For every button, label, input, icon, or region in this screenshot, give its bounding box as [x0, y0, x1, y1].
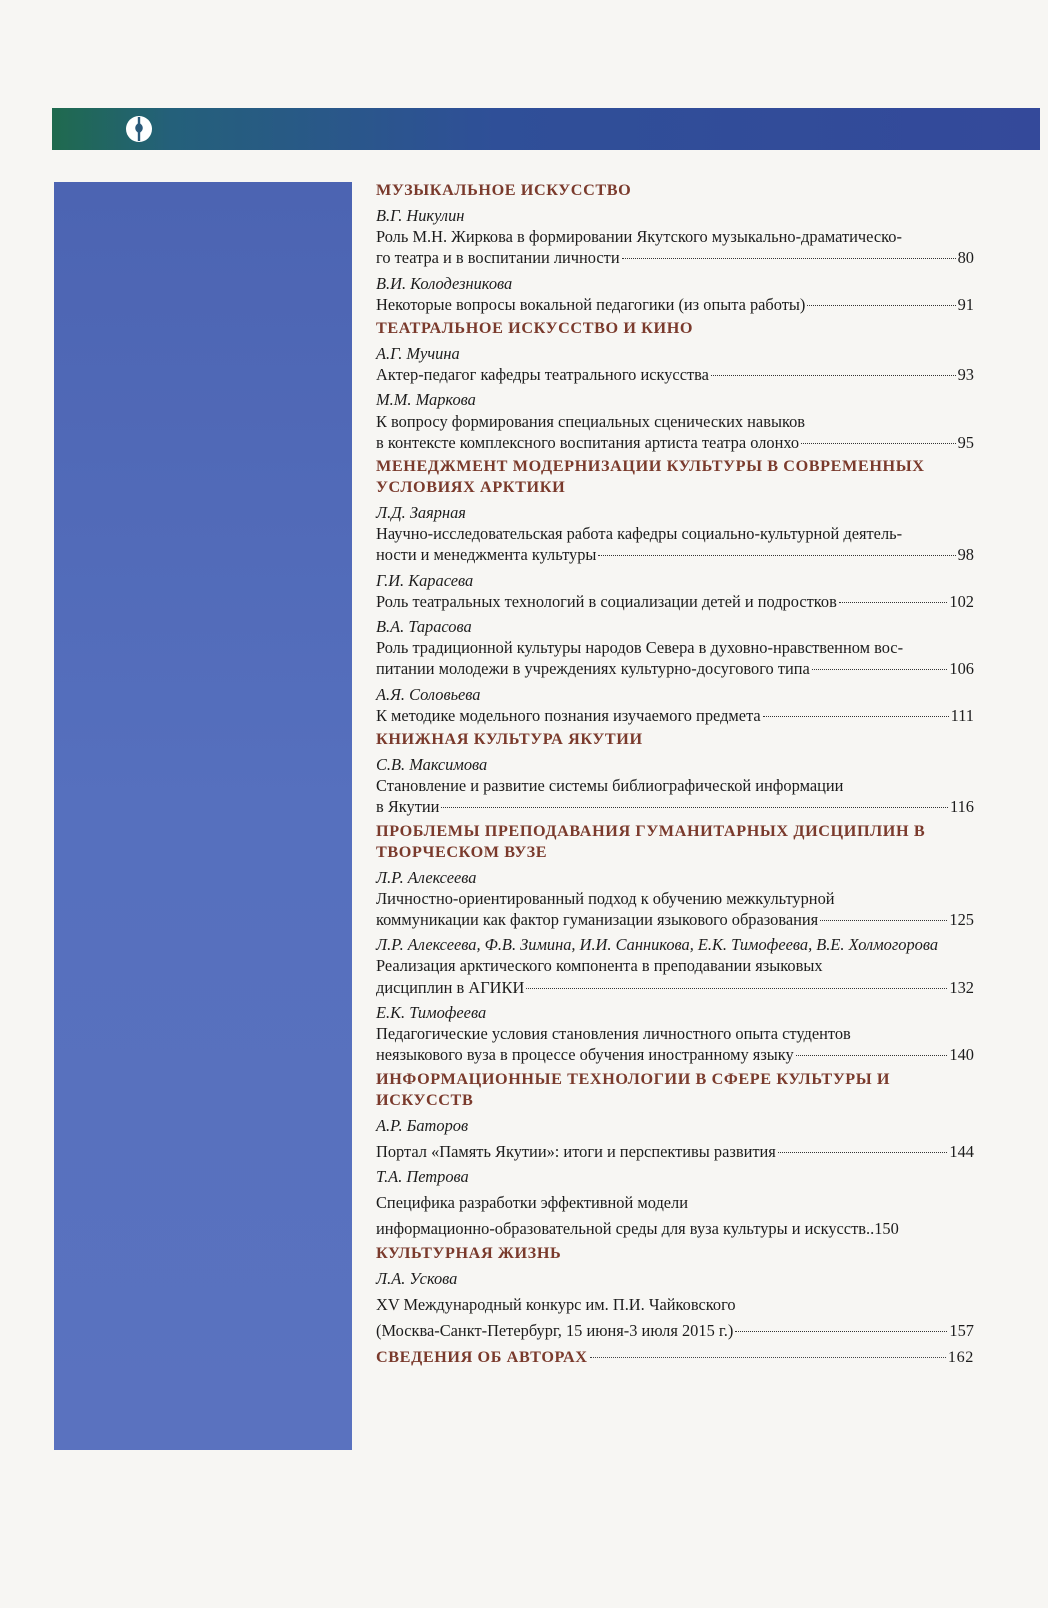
- dot-leader: [763, 716, 949, 717]
- page-number: 93: [957, 365, 974, 385]
- page-number: 102: [949, 591, 974, 611]
- toc-entry: [376, 616, 974, 680]
- page-number: 162: [947, 1348, 974, 1367]
- entry-title-last-line: [376, 247, 974, 268]
- toc-entry: [376, 343, 974, 385]
- entry-author: А.Р. Баторов: [376, 1115, 469, 1135]
- entry-title-last-line: [376, 432, 974, 453]
- dot-leader: [622, 258, 956, 259]
- dot-leader: [711, 375, 956, 376]
- entry-author: А.Я. Соловьева: [376, 684, 481, 704]
- entry-title-line: К вопросу формирования специальных сценических навыков: [376, 411, 806, 431]
- page-number: 91: [957, 294, 974, 314]
- entry-title-text: К методике модельного познания изучаемого предмета: [376, 705, 761, 725]
- section-heading: МУЗЫКАЛЬНОЕ ИСКУССТВО: [376, 181, 632, 199]
- page-number: 95: [957, 432, 974, 452]
- entry-title-text: (Москва-Санкт-Петербург, 15 июня-3 июля 2015 г.): [376, 1320, 734, 1340]
- entry-author: Л.Р. Алексеева: [376, 867, 477, 887]
- entry-title-text: информационно-образовательной среды для вуза культуры и искусств..: [376, 1219, 875, 1239]
- entry-title-last-line: [376, 1044, 974, 1065]
- toc-entry: [376, 1115, 974, 1162]
- entry-title-text: ности и менеджмента культуры: [376, 545, 597, 565]
- entry-title-line: Специфика разработки эффективной модели: [376, 1193, 689, 1213]
- page-number: 106: [949, 659, 974, 679]
- entry-title-last-line: [376, 544, 974, 565]
- entry-title-text: Некоторые вопросы вокальной педагогики (из опыта работы): [376, 294, 806, 314]
- dot-leader: [820, 920, 947, 921]
- entry-title-last-line: [376, 977, 974, 998]
- dot-leader: [598, 555, 955, 556]
- page-number: 111: [950, 705, 974, 725]
- dot-leader: [812, 669, 948, 670]
- entry-author: Л.Р. Алексеева, Ф.В. Зимина, И.И. Санникова, Е.К. Тимофеева, В.Е. Холмогорова: [376, 935, 939, 955]
- entry-author: Л.А. Ускова: [376, 1268, 458, 1288]
- entry-title-line: Роль М.Н. Жиркова в формировании Якутского музыкально-драматическо-: [376, 227, 902, 247]
- entry-title-text: Портал «Память Якутии»: итоги и перспективы развития: [376, 1141, 776, 1161]
- entry-title-line: Становление и развитие системы библиографической информации: [376, 776, 844, 796]
- entry-title-last-line: [376, 364, 974, 385]
- toc-entry: [376, 1268, 974, 1342]
- entry-title-text: Роль театральных технологий в социализации детей и подростков: [376, 591, 837, 611]
- section-heading: ПРОБЛЕМЫ ПРЕПОДАВАНИЯ ГУМАНИТАРНЫХ ДИСЦИПЛИН В ТВОРЧЕСКОМ ВУЗЕ: [376, 821, 926, 861]
- entry-title-line: Личностно-ориентированный подход к обучению межкультурной: [376, 888, 835, 908]
- entry-title-line: Роль традиционной культуры народов Севера в духовно-нравственном вос-: [376, 638, 904, 658]
- entry-title-line: XV Международный конкурс им. П.И. Чайковского: [376, 1294, 736, 1314]
- entry-title-text: Актер-педагог кафедры театрального искусства: [376, 365, 709, 385]
- dot-leader: [590, 1357, 946, 1358]
- table-of-contents: [376, 180, 974, 1368]
- dot-leader: [796, 1055, 948, 1056]
- entry-title-last-line: [376, 1320, 974, 1341]
- entry-title-text: в контексте комплексного воспитания артиста театра олонхо: [376, 432, 800, 452]
- toc-entry: [376, 754, 974, 818]
- entry-author: Е.К. Тимофеева: [376, 1002, 487, 1022]
- page-number: 116: [950, 797, 974, 817]
- entry-title-line: Педагогические условия становления личностного опыта студентов: [376, 1024, 851, 1044]
- dot-leader: [801, 443, 955, 444]
- decorative-side-panel: [54, 182, 352, 1450]
- section-heading: КНИЖНАЯ КУЛЬТУРА ЯКУТИИ: [376, 730, 643, 749]
- entry-title-last-line: [376, 796, 974, 817]
- entry-author: М.М. Маркова: [376, 390, 476, 410]
- entry-title-last-line: [376, 909, 974, 930]
- entry-title-last-line: [376, 658, 974, 679]
- entry-title-last-line: [376, 705, 974, 726]
- section-heading: МЕНЕДЖМЕНТ МОДЕРНИЗАЦИИ КУЛЬТУРЫ В СОВРЕМЕННЫХ УСЛОВИЯХ АРКТИКИ: [376, 457, 925, 497]
- entry-author: Г.И. Карасева: [376, 570, 474, 590]
- section-heading: ТЕАТРАЛЬНОЕ ИСКУССТВО И КИНО: [376, 319, 694, 338]
- page-number: 80: [957, 248, 974, 268]
- entry-title-text: дисциплин в АГИКИ: [376, 977, 525, 997]
- entry-title-text: питании молодежи в учреждениях культурно-досугового типа: [376, 659, 810, 679]
- entry-title-last-line: [376, 294, 974, 315]
- dot-leader: [778, 1152, 948, 1153]
- page-number: 125: [949, 910, 974, 930]
- entry-author: В.А. Тарасова: [376, 617, 472, 637]
- entry-author: А.Г. Мучина: [376, 344, 460, 364]
- dot-leader: [839, 602, 948, 603]
- toc-entry: [376, 389, 974, 453]
- entry-author: В.Г. Никулин: [376, 206, 465, 225]
- entry-title-text: го театра и в воспитании личности: [376, 248, 620, 268]
- header-band: [52, 108, 1040, 150]
- entry-title-line: Реализация арктического компонента в преподавании языковых: [376, 956, 823, 976]
- journal-logo-icon: [124, 114, 154, 144]
- page-number: 144: [949, 1141, 974, 1161]
- entry-title-text: в Якутии: [376, 797, 440, 817]
- page-number: 132: [949, 977, 974, 997]
- toc-entry: [376, 273, 974, 315]
- page-number: 150: [874, 1219, 899, 1239]
- dot-leader: [526, 988, 947, 989]
- section-heading-with-page: [376, 1347, 974, 1368]
- toc-entry: [376, 570, 974, 612]
- toc-entry: [376, 684, 974, 726]
- entry-title-last-line: [376, 1141, 974, 1162]
- toc-entry: [376, 1166, 974, 1240]
- entry-author: В.И. Колодезникова: [376, 273, 513, 293]
- entry-author: Т.А. Петрова: [376, 1166, 469, 1186]
- entry-title-last-line: [376, 1218, 974, 1239]
- entry-title-last-line: [376, 591, 974, 612]
- dot-leader: [807, 305, 955, 306]
- section-heading: ИНФОРМАЦИОННЫЕ ТЕХНОЛОГИИ В СФЕРЕ КУЛЬТУРЫ И ИСКУССТВ: [376, 1069, 891, 1109]
- toc-entry: [376, 934, 974, 998]
- toc-entry: [376, 867, 974, 931]
- entry-author: Л.Д. Заярная: [376, 503, 466, 523]
- toc-entry: [376, 1002, 974, 1066]
- page-number: 98: [957, 545, 974, 565]
- toc-entry: [376, 205, 974, 269]
- toc-entry: [376, 502, 974, 566]
- entry-title-line: Научно-исследовательская работа кафедры социально-культурной деятель-: [376, 524, 903, 544]
- page-number: 157: [949, 1320, 974, 1340]
- section-heading: КУЛЬТУРНАЯ ЖИЗНЬ: [376, 1243, 562, 1262]
- section-heading-label: СВЕДЕНИЯ ОБ АВТОРАХ: [376, 1348, 588, 1367]
- dot-leader: [441, 807, 948, 808]
- entry-title-text: неязыкового вуза в процессе обучения иностранному языку: [376, 1045, 794, 1065]
- entry-title-text: коммуникации как фактор гуманизации языкового образования: [376, 910, 819, 930]
- entry-author: С.В. Максимова: [376, 755, 488, 775]
- page-number: 140: [949, 1045, 974, 1065]
- dot-leader: [735, 1331, 947, 1332]
